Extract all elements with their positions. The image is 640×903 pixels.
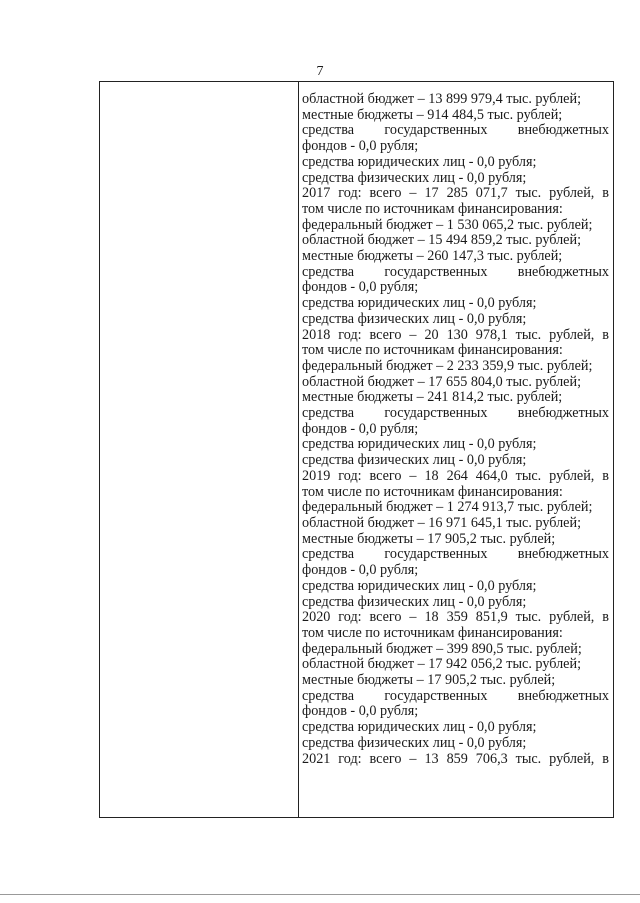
text-line: средства юридических лиц - 0,0 рубля; (302, 719, 537, 736)
text-line: местные бюджеты – 17 905,2 тыс. рублей; (302, 530, 556, 547)
text-line: 2018 год: всего – 20 130 978,1 тыс. рублей, в (302, 326, 609, 343)
text-line: средства физических лиц - 0,0 рубля; (302, 593, 527, 610)
text-line: средства юридических лиц - 0,0 рубля; (302, 295, 537, 312)
text-line: 2021 год: всего – 13 859 706,3 тыс. рублей, в (302, 750, 609, 767)
text-line: федеральный бюджет – 1 530 065,2 тыс. рублей; (302, 216, 593, 233)
text-line: областной бюджет – 17 942 056,2 тыс. рублей; (302, 656, 582, 673)
text-line: местные бюджеты – 241 814,2 тыс. рублей; (302, 389, 563, 406)
text-line: том числе по источникам финансирования: (302, 200, 563, 217)
text-line: том числе по источникам финансирования: (302, 483, 563, 500)
financing-text-cell (302, 92, 609, 767)
text-line: местные бюджеты – 914 484,5 тыс. рублей; (302, 106, 563, 123)
text-line: том числе по источникам финансирования: (302, 342, 563, 359)
text-line: средства физических лиц - 0,0 рубля; (302, 310, 527, 327)
text-line: средства физических лиц - 0,0 рубля; (302, 452, 527, 469)
text-line: средства государственных внебюджетных (302, 687, 609, 704)
text-line: федеральный бюджет – 399 890,5 тыс. рублей; (302, 640, 582, 657)
text-line: средства юридических лиц - 0,0 рубля; (302, 436, 537, 453)
table-frame (99, 81, 614, 818)
text-line: фондов - 0,0 рубля; (302, 562, 419, 579)
page-bottom-rule (0, 894, 640, 895)
text-line: том числе по источникам финансирования: (302, 624, 563, 641)
text-line: местные бюджеты – 260 147,3 тыс. рублей; (302, 248, 563, 265)
text-line: областной бюджет – 16 971 645,1 тыс. рублей; (302, 514, 582, 531)
text-line: фондов - 0,0 рубля; (302, 420, 419, 437)
text-line: местные бюджеты – 17 905,2 тыс. рублей; (302, 672, 556, 689)
text-line: областной бюджет – 13 899 979,4 тыс. рублей; (302, 91, 582, 107)
text-line: федеральный бюджет – 1 274 913,7 тыс. рублей; (302, 499, 593, 516)
text-line: 2017 год: всего – 17 285 071,7 тыс. рублей, в (302, 185, 609, 202)
text-line: средства юридических лиц - 0,0 рубля; (302, 153, 537, 170)
text-line: средства физических лиц - 0,0 рубля; (302, 169, 527, 186)
text-line: 2020 год: всего – 18 359 851,9 тыс. рублей, в (302, 609, 609, 626)
text-line: фондов - 0,0 рубля; (302, 279, 419, 296)
column-divider (298, 82, 299, 817)
text-line: средства юридических лиц - 0,0 рубля; (302, 577, 537, 594)
text-line: 2019 год: всего – 18 264 464,0 тыс. рублей, в (302, 467, 609, 484)
text-line: областной бюджет – 15 494 859,2 тыс. рублей; (302, 232, 582, 249)
text-line: областной бюджет – 17 655 804,0 тыс. рублей; (302, 373, 582, 390)
text-line: средства государственных внебюджетных (302, 263, 609, 280)
text-line: средства государственных внебюджетных (302, 122, 609, 139)
text-line: фондов - 0,0 рубля; (302, 703, 419, 720)
text-line: федеральный бюджет – 2 233 359,9 тыс. рублей; (302, 357, 593, 374)
text-line: средства физических лиц - 0,0 рубля; (302, 734, 527, 751)
text-line: средства государственных внебюджетных (302, 546, 609, 563)
text-line: средства государственных внебюджетных (302, 405, 609, 422)
page-number: 7 (316, 64, 324, 79)
text-line: фондов - 0,0 рубля; (302, 138, 419, 155)
